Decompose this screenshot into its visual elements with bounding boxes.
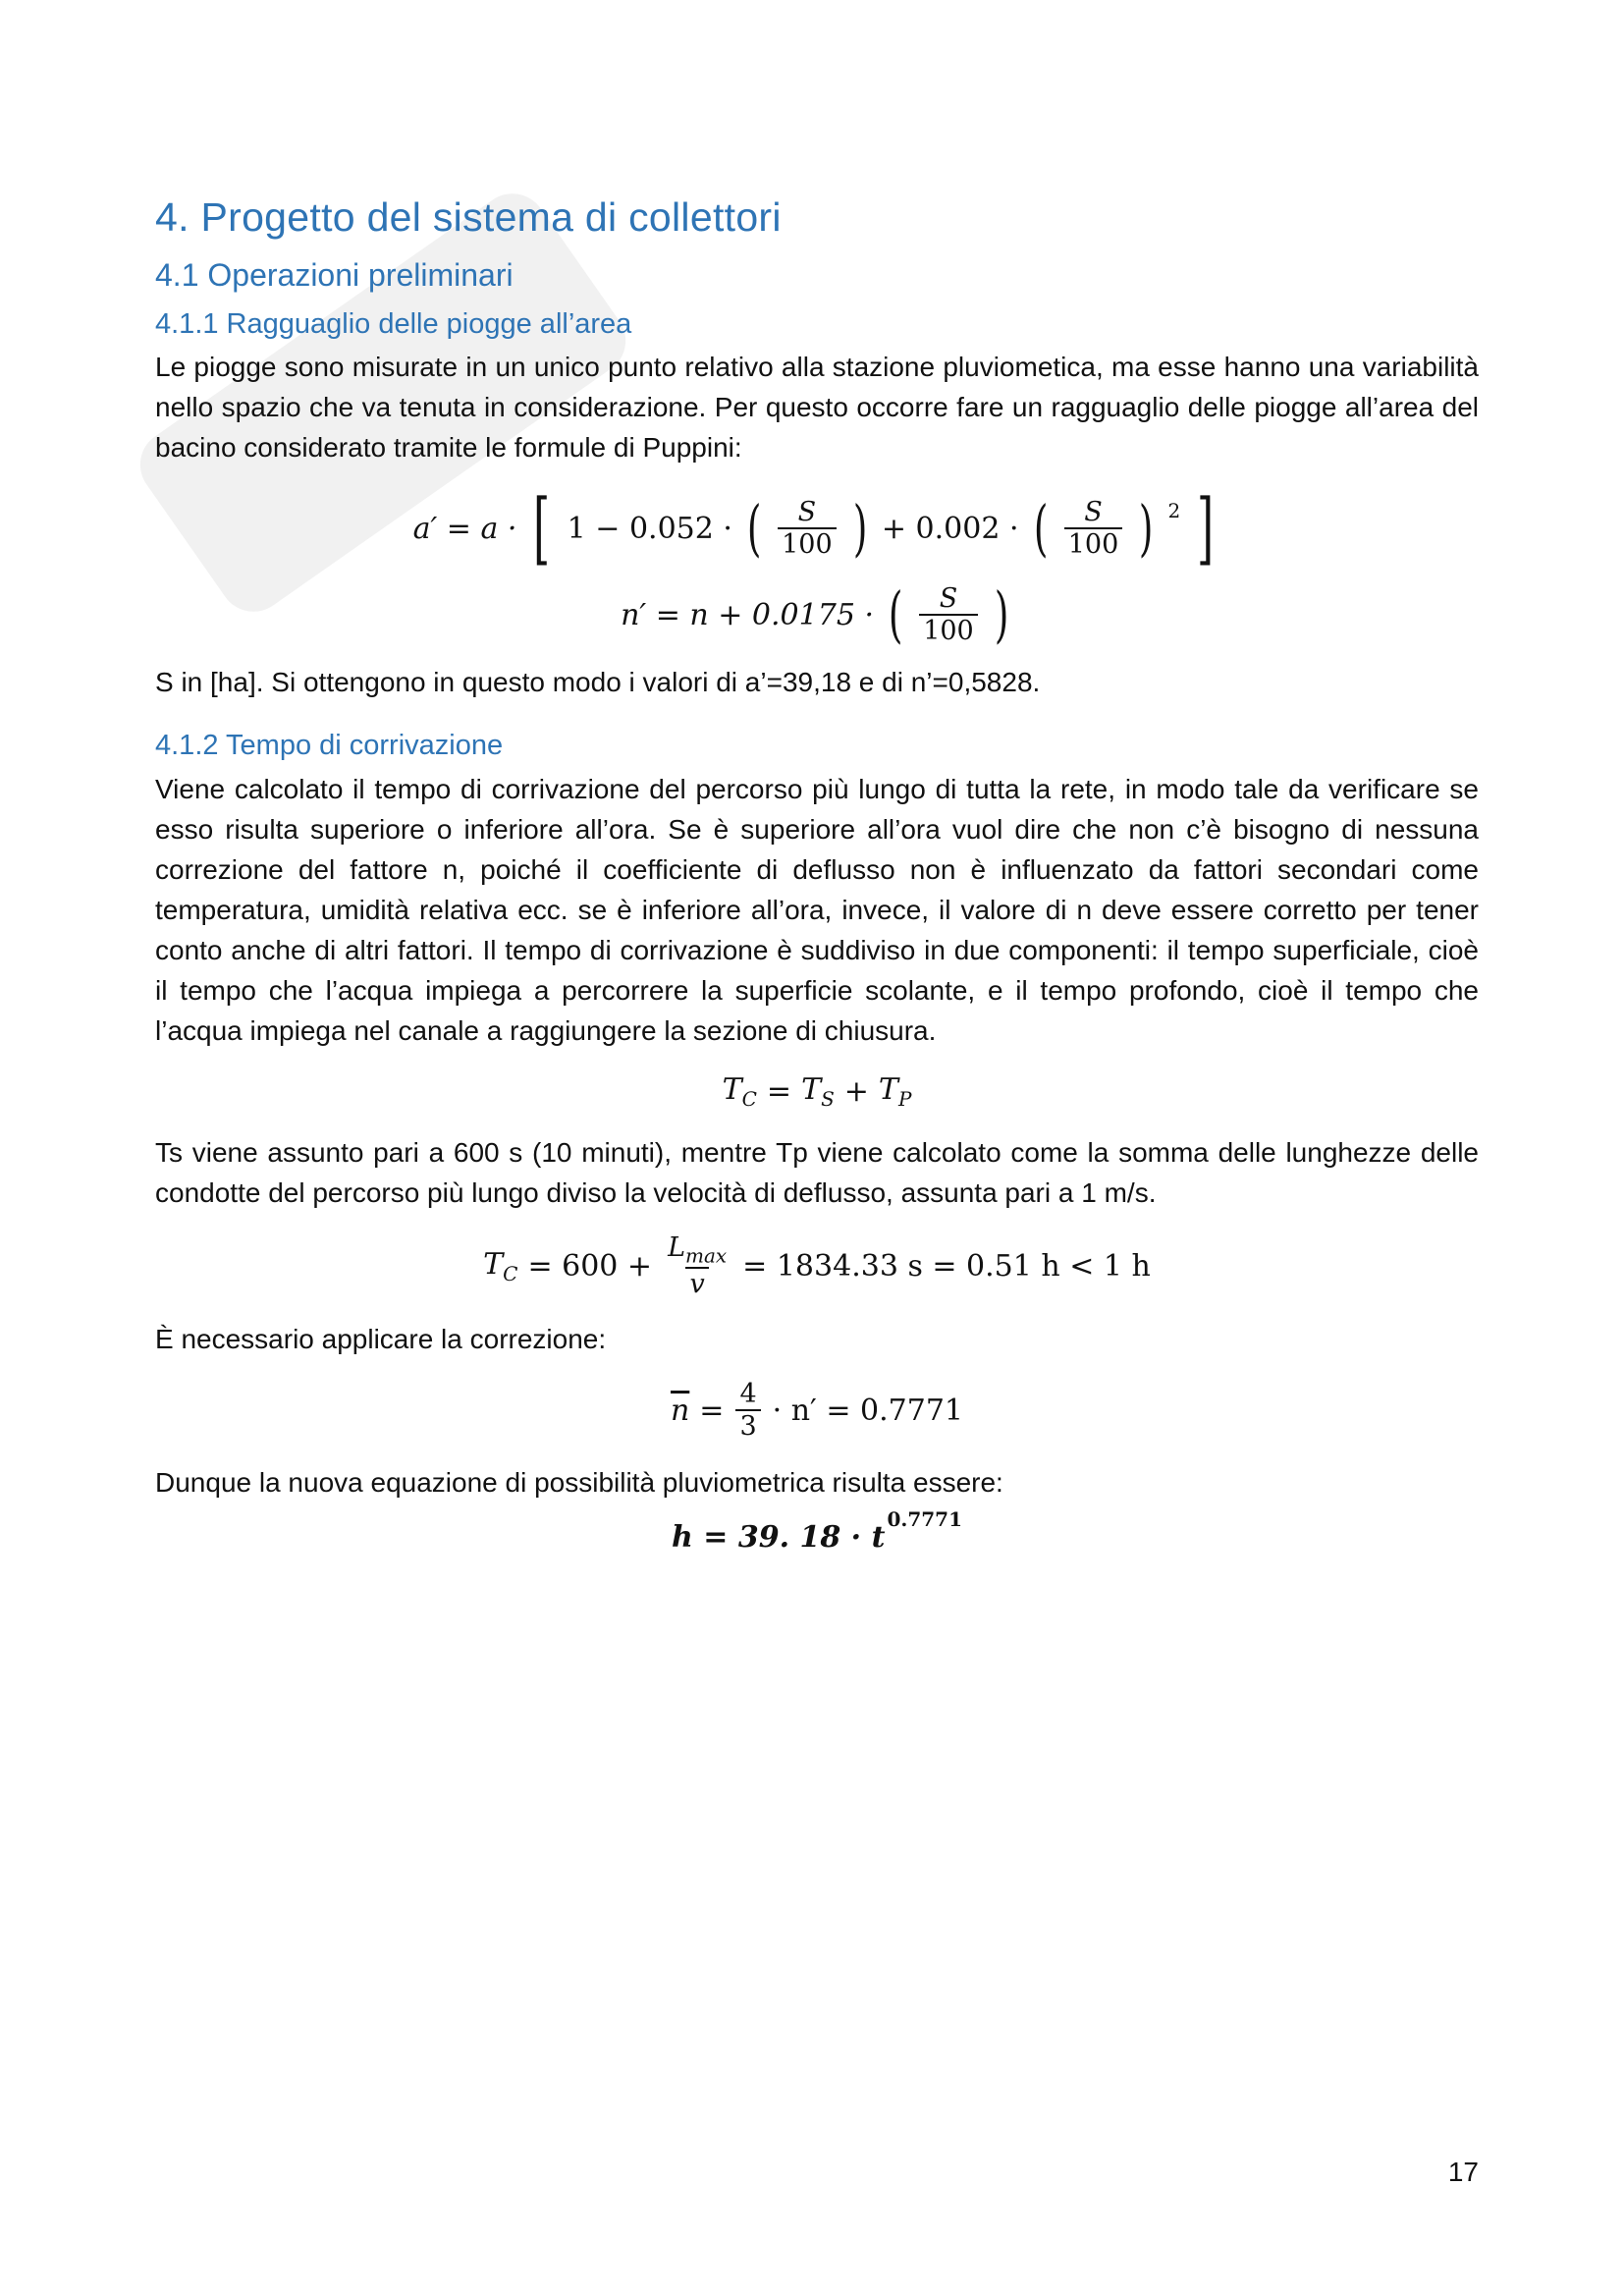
- eq1-frac2-den: 100: [1064, 527, 1123, 560]
- eq4-frac-num: $L_{max}$: [668, 1232, 728, 1268]
- equation-a-prime: [155, 482, 1479, 574]
- paragraph-ts-tp: Ts viene assunto pari a 600 s (10 minuti), mentre Tp viene calcolato come la somma delle lunghezze delle condotte del percorso più lungo diviso la velocità di deflusso, assunta pari a 1 m/s.: [155, 1137, 1479, 1208]
- eq1-exponent: 2: [1167, 499, 1181, 523]
- subsection-heading-ragguaglio: 4.1.1 Ragguaglio delle piogge all’area: [155, 307, 632, 340]
- page-number: 17: [1447, 2157, 1479, 2187]
- paragraph-corrivazione: Viene calcolato il tempo di corrivazione del percorso più lungo di tutta la rete, in modo tale da verificare se esso risulta superiore o inferiore all’ora. Se è superiore all’ora vuol dire che non c’è bisogno di nessuna correzione del fattore n, poiché il coefficiente di deflusso non è influenzato da fattori secondari come temperatura, umidità relativa ecc. se è inferiore all’ora, invece, il valore di n deve essere corretto per tener conto anche di altri fattori. Il tempo di corrivazione è suddiviso in due componenti: il tempo superficiale, cioè il tempo che l’acqua impiega a percorrere la superficie scolante, e il tempo profondo, cioè il tempo che l’acqua impiega nel canale a raggiungere la sezione di chiusura.: [155, 774, 1479, 1046]
- eq5-n-bar: $\overline{n}$: [670, 1393, 690, 1428]
- paragraph-values: S in [ha]. Si ottengono in questo modo i valori di a’=39,18 e di n’=0,5828.: [155, 667, 1041, 698]
- eq1-paren-open-2: (: [1033, 492, 1048, 565]
- eq1-paren-open-1: (: [746, 492, 762, 565]
- page-content: [155, 194, 1479, 1570]
- eq1-frac2-num: S: [1084, 497, 1103, 528]
- eq3-equals: =: [766, 1074, 792, 1109]
- equation-tc-value: [155, 1232, 1479, 1299]
- eq6-exponent: 0.7771: [887, 1507, 962, 1532]
- chapter-heading: 4. Progetto del sistema di collettori: [155, 194, 782, 240]
- eq6-text: h = 39. 18 · t: [672, 1519, 886, 1555]
- eq1-lhs: a′ = a ·: [412, 511, 517, 546]
- eq2-fraction: [919, 583, 978, 646]
- eq3-tc: $T_C$: [722, 1072, 757, 1111]
- eq1-close-bracket: ]: [1197, 482, 1215, 574]
- eq3-plus: +: [843, 1074, 869, 1109]
- eq1-term1: 1 − 0.052 ·: [567, 511, 732, 546]
- subsection-heading-corrivazione: 4.1.2 Tempo di corrivazione: [155, 730, 504, 762]
- eq1-paren-close-1: ): [852, 492, 868, 565]
- eq2-lhs: n′ = n + 0.0175 ·: [621, 597, 874, 632]
- eq5-equals: =: [699, 1393, 725, 1428]
- paragraph-ragguaglio: Le piogge sono misurate in un unico punto relativo alla stazione pluviometica, ma esse hanno una variabilità nello spazio che va tenuta in considerazione. Per questo occorre fare un ragguaglio delle piogge all’area del bacino considerato tramite le formule di Puppini:: [155, 352, 1479, 464]
- eq2-frac-num: S: [939, 583, 958, 615]
- eq1-fraction-1: [778, 497, 837, 560]
- eq4-part1: = 600 +: [527, 1248, 653, 1284]
- eq4-lhs: $T_C$: [483, 1246, 518, 1285]
- paragraph-correzione: È necessario applicare la correzione:: [155, 1324, 607, 1355]
- paragraph-nuova-equazione: Dunque la nuova equazione di possibilità pluviometrica risulta essere:: [155, 1466, 1003, 1498]
- eq2-frac-den: 100: [919, 614, 978, 646]
- eq5-frac-num: 4: [739, 1379, 757, 1410]
- eq1-open-bracket: [: [533, 482, 551, 574]
- eq1-plus: + 0.002 ·: [881, 511, 1019, 546]
- eq1-frac1-num: S: [797, 497, 817, 528]
- eq1-frac1-den: 100: [778, 527, 837, 560]
- eq3-tp: $T_P$: [878, 1072, 912, 1111]
- eq2-paren-close: ): [994, 578, 1009, 651]
- equation-possibilita-pluviometrica: [155, 1507, 1479, 1555]
- section-heading: 4.1 Operazioni preliminari: [155, 257, 514, 294]
- eq5-fraction: [735, 1379, 760, 1442]
- equation-n-bar: [155, 1379, 1479, 1442]
- eq4-fraction: [664, 1232, 731, 1299]
- eq1-fraction-2: [1064, 497, 1123, 560]
- equation-tc-sum: [155, 1072, 1479, 1111]
- eq5-frac-den: 3: [735, 1409, 760, 1442]
- eq3-ts: $T_S$: [801, 1072, 835, 1111]
- equation-n-prime: [155, 578, 1479, 651]
- eq2-paren-open: (: [888, 578, 903, 651]
- eq1-paren-close-2: ): [1139, 492, 1154, 565]
- eq5-rhs: · n′ = 0.7771: [772, 1393, 964, 1428]
- eq4-part2: = 1834.33 s = 0.51 h < 1 h: [742, 1248, 1151, 1284]
- eq4-frac-den: v: [685, 1267, 708, 1299]
